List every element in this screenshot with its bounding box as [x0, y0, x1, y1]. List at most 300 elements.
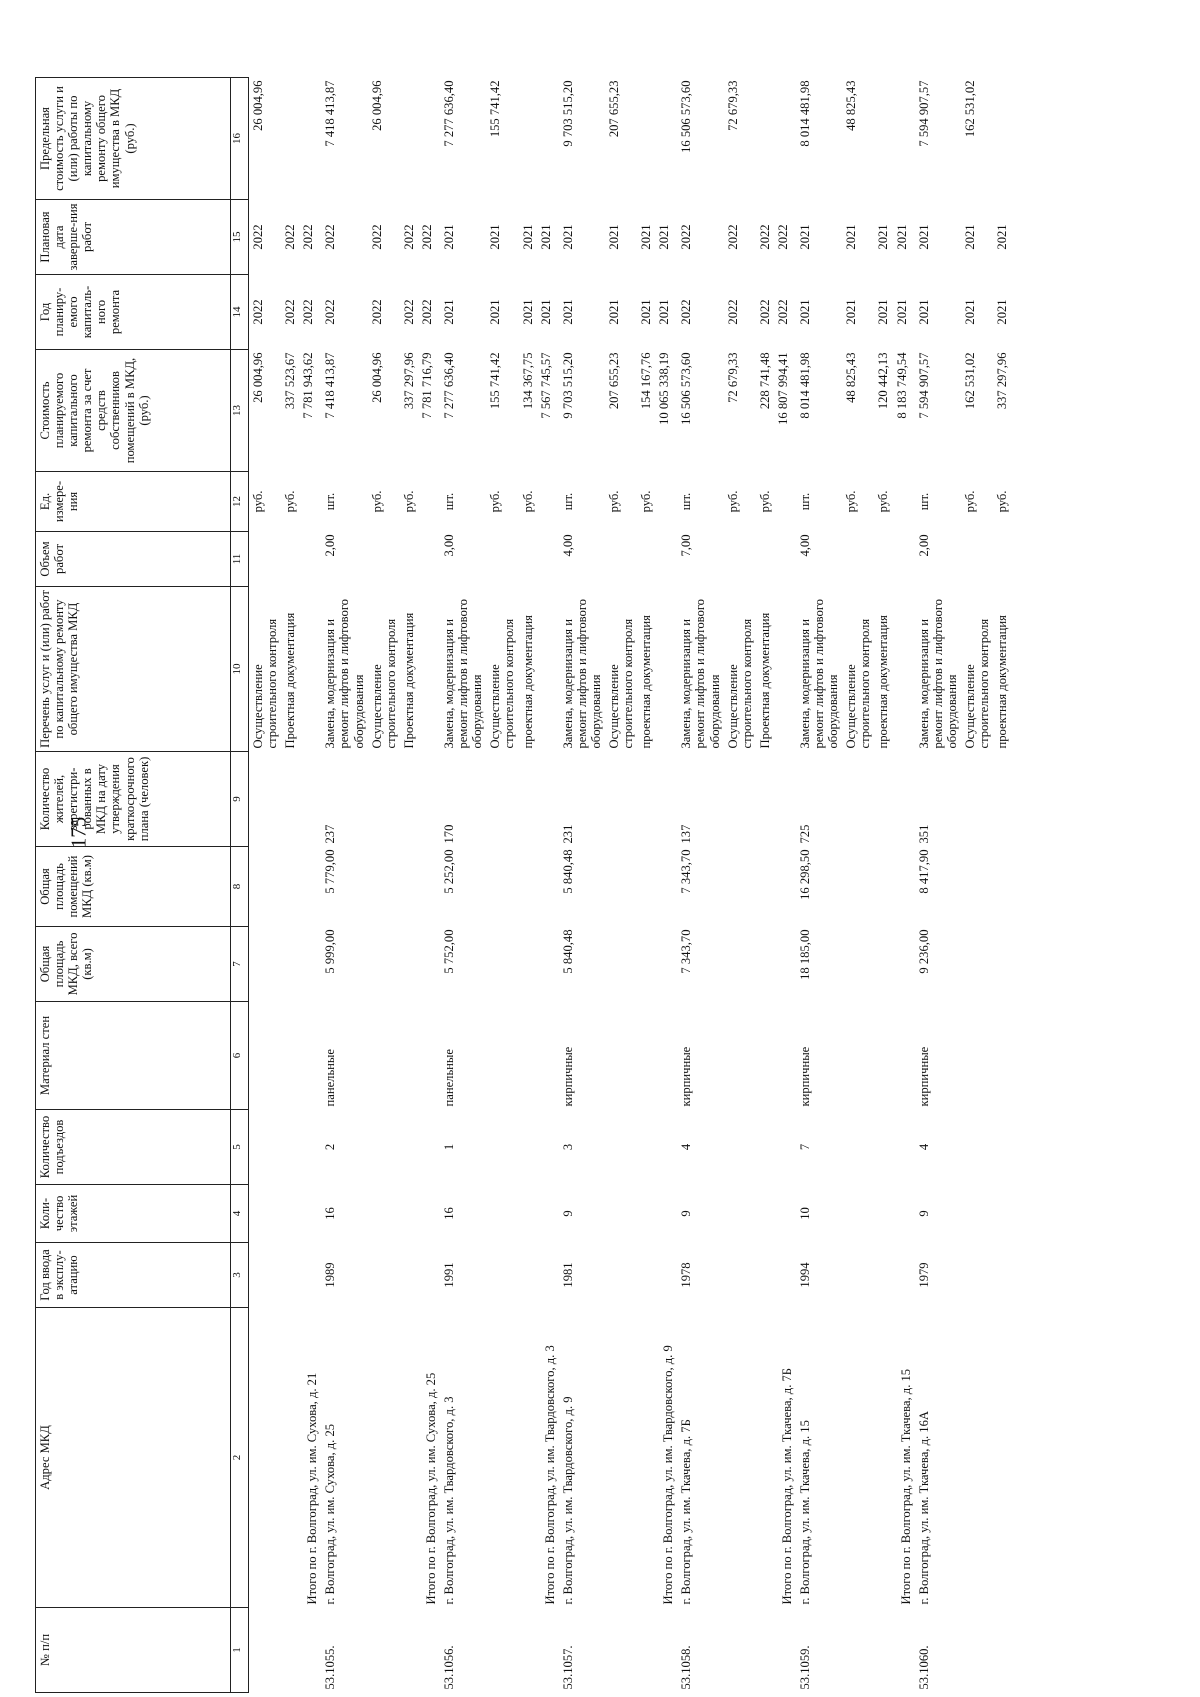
cell-col-15: 2021	[657, 224, 672, 250]
cell-col-11	[655, 532, 677, 587]
cell-col-16	[418, 78, 440, 200]
cell-col-4	[281, 1185, 299, 1243]
cell-col-9	[486, 752, 518, 847]
cell-col-2: г. Волгоград, ул. им. Твардовского, д. 3	[442, 1396, 457, 1605]
cell-col-5	[605, 1110, 637, 1185]
cell-col-3: 1994	[798, 1262, 812, 1288]
cell-col-15: 2021	[995, 224, 1010, 250]
cell-col-2: Итого по г. Волгоград, ул. им. Твардовского, д. 3	[542, 1345, 557, 1605]
cell-col-14: 2022	[283, 299, 298, 325]
cell-col-16: 155 741,42	[488, 80, 503, 138]
cell-col-3	[637, 1243, 655, 1308]
cell-col-12: шт.	[442, 492, 457, 511]
cell-col-4: 9	[916, 1210, 931, 1217]
cell-col-13: 48 825,43	[844, 352, 859, 403]
cell-col-10: проектная документация	[639, 615, 654, 749]
cell-col-15: 2021	[520, 224, 535, 250]
cell-col-11	[893, 532, 915, 587]
cell-col-9	[874, 752, 892, 847]
cell-col-9	[842, 752, 874, 847]
cell-col-3	[724, 1243, 756, 1308]
work-row	[756, 78, 774, 1693]
cell-col-1	[486, 1608, 518, 1693]
cell-col-15: 2021	[916, 224, 931, 250]
cell-col-5	[655, 1110, 677, 1185]
cell-col-7	[756, 927, 774, 1002]
cell-col-13: 337 297,96	[995, 352, 1010, 410]
cell-col-4: 10	[798, 1207, 812, 1220]
cell-col-10: Осуществление строительного контроля	[962, 618, 992, 749]
cell-col-9	[249, 752, 282, 847]
cell-col-6: панельные	[442, 1049, 457, 1107]
cell-col-14: 2021	[798, 299, 812, 325]
cell-col-4: 9	[560, 1210, 575, 1217]
work-row	[486, 78, 518, 1693]
cell-col-16: 7 277 636,40	[442, 80, 457, 147]
header-cell: Плановая дата заверше-ния работ	[36, 200, 231, 275]
cell-col-9	[993, 752, 1011, 847]
cell-col-2	[756, 1308, 774, 1608]
cell-col-2	[400, 1308, 418, 1608]
cell-col-1	[249, 1608, 282, 1693]
summary-row	[537, 78, 559, 1693]
cell-col-13: 16 807 994,41	[775, 352, 790, 425]
cell-col-1: 53.1060.	[916, 1645, 931, 1690]
header-cell: Коли-чество этажей	[36, 1185, 231, 1243]
cell-col-12: шт.	[679, 492, 694, 511]
cell-col-15: 2022	[323, 224, 338, 250]
cell-col-11	[842, 532, 874, 587]
cell-col-13: 16 506 573,60	[679, 352, 694, 425]
cell-col-12: руб.	[369, 490, 384, 513]
cell-col-4	[368, 1185, 400, 1243]
cell-col-5	[724, 1110, 756, 1185]
cell-col-6	[368, 1002, 400, 1110]
header-cell: Количество подъездов	[36, 1110, 231, 1185]
cell-col-10: Замена, модернизация и ремонт лифтов и лифтового оборудования	[916, 599, 959, 749]
cell-col-16: 8 014 481,98	[798, 80, 812, 147]
cell-col-13: 72 679,33	[725, 352, 740, 403]
cell-col-15: 2022	[757, 224, 772, 250]
cell-col-8	[993, 847, 1011, 927]
cell-col-7	[537, 927, 559, 1002]
cell-col-6	[299, 1002, 321, 1110]
cell-col-9: 237	[323, 824, 338, 844]
cell-col-1	[724, 1608, 756, 1693]
cell-col-7	[299, 927, 321, 1002]
cell-col-3	[418, 1243, 440, 1308]
cell-col-14: 2021	[520, 299, 535, 325]
cell-col-14: 2022	[725, 299, 740, 325]
cell-col-7: 5 752,00	[442, 929, 457, 974]
cell-col-8	[537, 847, 559, 927]
cell-col-6	[756, 1002, 774, 1110]
cell-col-1: 53.1058.	[679, 1645, 694, 1690]
cell-col-10: Осуществление строительного контроля	[488, 618, 517, 749]
cell-col-13: 7 781 943,62	[301, 352, 316, 419]
cell-col-6: кирпичные	[679, 1046, 694, 1107]
cell-col-9	[418, 752, 440, 847]
cell-col-11: 4,00	[560, 534, 575, 557]
cell-col-1: 53.1056.	[442, 1645, 457, 1690]
cell-col-3	[893, 1243, 915, 1308]
cell-col-12	[655, 472, 677, 532]
cell-col-7	[774, 927, 796, 1002]
cell-col-5	[486, 1110, 518, 1185]
cell-col-6	[893, 1002, 915, 1110]
cell-col-13: 134 367,75	[520, 352, 535, 410]
cell-col-2: г. Волгоград, ул. им. Ткачева, д. 16А	[916, 1411, 931, 1605]
column-number: 12	[231, 472, 249, 532]
cell-col-8	[724, 847, 756, 927]
cell-col-11	[774, 532, 796, 587]
cell-col-16	[655, 78, 677, 200]
cell-col-2	[724, 1308, 756, 1608]
cell-col-9	[400, 752, 418, 847]
cell-col-7	[605, 927, 637, 1002]
cell-col-4	[993, 1185, 1011, 1243]
cell-col-6	[605, 1002, 637, 1110]
cell-col-15: 2022	[679, 224, 694, 250]
column-number: 16	[231, 78, 249, 200]
cell-col-10	[299, 587, 321, 752]
cell-col-11: 2,00	[916, 534, 931, 557]
cell-col-4	[299, 1185, 321, 1243]
cell-col-8	[400, 847, 418, 927]
cell-col-7	[418, 927, 440, 1002]
cell-col-5: 7	[798, 1143, 812, 1151]
cell-col-8	[418, 847, 440, 927]
cell-col-15: 2021	[876, 224, 891, 250]
cell-col-14: 2021	[538, 299, 553, 325]
cell-col-7: 7 343,70	[679, 929, 694, 974]
cell-col-16: 26 004,96	[251, 80, 265, 131]
cell-col-4	[249, 1185, 282, 1243]
work-row	[993, 78, 1011, 1693]
cell-col-2	[281, 1308, 299, 1608]
work-row	[281, 78, 299, 1693]
cell-col-16	[756, 78, 774, 200]
cell-col-2	[961, 1308, 993, 1608]
cell-col-16	[893, 78, 915, 200]
cell-col-3	[842, 1243, 874, 1308]
cell-col-5	[993, 1110, 1011, 1185]
cell-col-9	[724, 752, 756, 847]
cell-col-16: 26 004,96	[369, 80, 384, 131]
cell-col-13: 337 523,67	[283, 352, 298, 410]
cell-col-10: Проектная документация	[757, 612, 772, 749]
cell-col-6	[655, 1002, 677, 1110]
cell-col-16: 72 679,33	[725, 80, 740, 131]
cell-col-10: проектная документация	[520, 615, 535, 749]
cell-col-11: 2,00	[323, 534, 338, 557]
cell-col-13: 7 277 636,40	[442, 352, 457, 419]
cell-col-10	[418, 587, 440, 752]
summary-row	[655, 78, 677, 1693]
cell-col-6: кирпичные	[916, 1046, 931, 1107]
cell-col-5	[418, 1110, 440, 1185]
cell-col-3	[368, 1243, 400, 1308]
cell-col-2: Итого по г. Волгоград, ул. им. Ткачева, д. 7Б	[779, 1367, 794, 1605]
cell-col-11	[724, 532, 756, 587]
cell-col-13: 120 442,13	[876, 352, 891, 410]
cell-col-4	[537, 1185, 559, 1243]
cell-col-1	[655, 1608, 677, 1693]
cell-col-10: проектная документация	[876, 615, 891, 749]
cell-col-7	[486, 927, 518, 1002]
cell-col-10	[655, 587, 677, 752]
cell-col-6	[774, 1002, 796, 1110]
cell-col-15: 2022	[301, 224, 316, 250]
cell-col-6: панельные	[323, 1049, 338, 1107]
cell-col-16: 48 825,43	[844, 80, 859, 131]
cell-col-13: 8 014 481,98	[798, 352, 812, 419]
cell-col-16: 16 506 573,60	[679, 80, 694, 153]
rotated-sheet	[35, 78, 1175, 1693]
cell-col-2: Итого по г. Волгоград, ул. им. Ткачева, д. 15	[898, 1368, 913, 1605]
cell-col-2: г. Волгоград, ул. им. Сухова, д. 25	[323, 1423, 338, 1605]
cell-col-8	[637, 847, 655, 927]
cell-col-11	[537, 532, 559, 587]
cell-col-15: 2022	[369, 224, 384, 250]
house-row	[321, 78, 367, 1693]
cell-col-16	[281, 78, 299, 200]
cell-col-11	[961, 532, 993, 587]
cell-col-14: 2022	[369, 299, 384, 325]
cell-col-2	[993, 1308, 1011, 1608]
header-cell: Год ввода в эксплу-атацию	[36, 1243, 231, 1308]
cell-col-12: руб.	[757, 490, 772, 513]
cell-col-15: 2021	[962, 224, 977, 250]
cell-col-8: 5 252,00	[442, 849, 457, 894]
cell-col-14: 2021	[606, 299, 621, 325]
cell-col-5	[519, 1110, 537, 1185]
cell-col-8	[961, 847, 993, 927]
cell-col-14: 2022	[301, 299, 316, 325]
header-cell: Общая площадь помещений МКД (кв.м)	[36, 847, 231, 927]
cell-col-2	[486, 1308, 518, 1608]
cell-col-15: 2022	[283, 224, 298, 250]
cell-col-1	[299, 1608, 321, 1693]
column-number: 7	[231, 927, 249, 1002]
cell-col-14: 2021	[995, 299, 1010, 325]
cell-col-13: 7 594 907,57	[916, 352, 931, 419]
cell-col-8: 8 417,90	[916, 849, 931, 894]
cell-col-7	[655, 927, 677, 1002]
cell-col-5	[774, 1110, 796, 1185]
cell-col-3	[756, 1243, 774, 1308]
cell-col-4	[961, 1185, 993, 1243]
cell-col-4	[655, 1185, 677, 1243]
cell-col-6	[993, 1002, 1011, 1110]
column-number: 14	[231, 275, 249, 350]
cell-col-6	[281, 1002, 299, 1110]
header-cell: Материал стен	[36, 1002, 231, 1110]
cell-col-14: 2021	[639, 299, 654, 325]
cell-col-1	[993, 1608, 1011, 1693]
cell-col-3	[655, 1243, 677, 1308]
header-row	[36, 78, 231, 1693]
cell-col-13: 337 297,96	[401, 352, 416, 410]
cell-col-9	[774, 752, 796, 847]
cell-col-1	[400, 1608, 418, 1693]
work-row	[637, 78, 655, 1693]
header-cell: № п/п	[36, 1608, 231, 1693]
capital-repair-table	[35, 77, 1011, 1693]
cell-col-16	[299, 78, 321, 200]
work-row	[519, 78, 537, 1693]
cell-col-16: 207 655,23	[606, 80, 621, 138]
cell-col-9	[537, 752, 559, 847]
cell-col-7	[893, 927, 915, 1002]
cell-col-5	[874, 1110, 892, 1185]
cell-col-6: кирпичные	[798, 1046, 812, 1107]
column-number: 10	[231, 587, 249, 752]
cell-col-13: 155 741,42	[488, 352, 503, 410]
cell-col-12: руб.	[401, 490, 416, 513]
cell-col-11: 3,00	[442, 534, 457, 557]
cell-col-13: 162 531,02	[962, 352, 977, 410]
cell-col-15: 2021	[844, 224, 859, 250]
header-cell: Количество жителей, зарегистри-рованных в МКД на дату утверждения краткосрочного плана (человек)	[36, 752, 231, 847]
cell-col-3	[249, 1243, 282, 1308]
cell-col-7: 18 185,00	[798, 929, 812, 980]
cell-col-7	[961, 927, 993, 1002]
column-number: 3	[231, 1243, 249, 1308]
cell-col-10	[893, 587, 915, 752]
cell-col-14: 2021	[657, 299, 672, 325]
header-cell: Объем работ	[36, 532, 231, 587]
cell-col-4: 9	[679, 1210, 694, 1217]
cell-col-16: 162 531,02	[962, 80, 977, 138]
cell-col-3	[605, 1243, 637, 1308]
cell-col-14: 2021	[962, 299, 977, 325]
cell-col-10	[537, 587, 559, 752]
cell-col-8	[893, 847, 915, 927]
cell-col-11	[400, 532, 418, 587]
cell-col-7	[874, 927, 892, 1002]
cell-col-9: 137	[679, 824, 694, 844]
cell-col-11	[605, 532, 637, 587]
cell-col-16	[774, 78, 796, 200]
cell-col-9	[637, 752, 655, 847]
cell-col-11	[756, 532, 774, 587]
cell-col-3	[299, 1243, 321, 1308]
cell-col-7: 5 840,48	[560, 929, 575, 974]
cell-col-15: 2021	[560, 224, 575, 250]
cell-col-4	[874, 1185, 892, 1243]
cell-col-12	[418, 472, 440, 532]
work-row	[400, 78, 418, 1693]
cell-col-8	[605, 847, 637, 927]
cell-col-7: 5 999,00	[323, 929, 338, 974]
cell-col-12	[893, 472, 915, 532]
cell-col-3: 1978	[679, 1262, 694, 1288]
cell-col-10: Осуществление строительного контроля	[251, 618, 280, 749]
cell-col-14: 2022	[323, 299, 338, 325]
header-cell: Предельная стоимость услуги и (или) работы по капитальному ремонту общего имущества в МКД (руб.)	[36, 78, 231, 200]
cell-col-3	[281, 1243, 299, 1308]
cell-col-10: Замена, модернизация и ремонт лифтов и лифтового оборудования	[798, 599, 841, 749]
house-row	[915, 78, 961, 1693]
cell-col-15: 2021	[488, 224, 503, 250]
cell-col-15: 2022	[251, 224, 265, 250]
column-number: 13	[231, 350, 249, 472]
cell-col-12: руб.	[251, 490, 265, 513]
cell-col-6: кирпичные	[560, 1046, 575, 1107]
cell-col-12	[299, 472, 321, 532]
cell-col-10: Осуществление строительного контроля	[844, 618, 873, 749]
cell-col-1	[519, 1608, 537, 1693]
cell-col-12: руб.	[606, 490, 621, 513]
header-cell: Стоимость планируемого капитального ремонта за счет средств собственников помещений в МКД, (руб.)	[36, 350, 231, 472]
cell-col-3: 1991	[442, 1262, 457, 1288]
cell-col-14: 2021	[488, 299, 503, 325]
work-row	[368, 78, 400, 1693]
cell-col-9	[605, 752, 637, 847]
cell-col-9: 725	[798, 824, 812, 844]
cell-col-16	[874, 78, 892, 200]
cell-col-10: Замена, модернизация и ремонт лифтов и лифтового оборудования	[323, 599, 366, 749]
cell-col-2	[842, 1308, 874, 1608]
cell-col-5	[537, 1110, 559, 1185]
cell-col-5: 1	[442, 1143, 457, 1151]
cell-col-5	[400, 1110, 418, 1185]
cell-col-13: 7 418 413,87	[323, 352, 338, 419]
cell-col-1: 53.1059.	[798, 1645, 812, 1690]
cell-col-8	[756, 847, 774, 927]
header-cell: Адрес МКД	[36, 1308, 231, 1608]
cell-col-5: 4	[679, 1143, 694, 1151]
summary-row	[774, 78, 796, 1693]
cell-col-15: 2021	[442, 224, 457, 250]
cell-col-15: 2021	[606, 224, 621, 250]
cell-col-2: Итого по г. Волгоград, ул. им. Твардовского, д. 9	[661, 1345, 676, 1605]
page-number: 175	[66, 816, 91, 849]
cell-col-13: 9 703 515,20	[560, 352, 575, 419]
cell-col-5: 2	[323, 1143, 338, 1151]
cell-col-14: 2022	[757, 299, 772, 325]
column-number: 6	[231, 1002, 249, 1110]
column-number: 2	[231, 1308, 249, 1608]
house-row	[559, 78, 605, 1693]
cell-col-6	[874, 1002, 892, 1110]
cell-col-9	[519, 752, 537, 847]
cell-col-14: 2021	[916, 299, 931, 325]
cell-col-12: руб.	[876, 490, 891, 513]
cell-col-16	[400, 78, 418, 200]
cell-col-12: руб.	[520, 490, 535, 513]
cell-col-1	[537, 1608, 559, 1693]
cell-col-5	[842, 1110, 874, 1185]
cell-col-13: 8 183 749,54	[894, 352, 909, 419]
summary-row	[418, 78, 440, 1693]
cell-col-14: 2022	[775, 299, 790, 325]
cell-col-12: руб.	[639, 490, 654, 513]
work-row	[249, 78, 282, 1693]
cell-col-9: 170	[442, 824, 457, 844]
cell-col-12: руб.	[844, 490, 859, 513]
cell-col-5	[637, 1110, 655, 1185]
cell-col-7	[842, 927, 874, 1002]
cell-col-7	[368, 927, 400, 1002]
cell-col-1	[756, 1608, 774, 1693]
cell-col-10: проектная документация	[995, 615, 1010, 749]
cell-col-12: руб.	[488, 490, 503, 513]
cell-col-16	[537, 78, 559, 200]
cell-col-13: 10 065 338,19	[657, 352, 672, 425]
cell-col-1: 53.1055.	[323, 1645, 338, 1690]
